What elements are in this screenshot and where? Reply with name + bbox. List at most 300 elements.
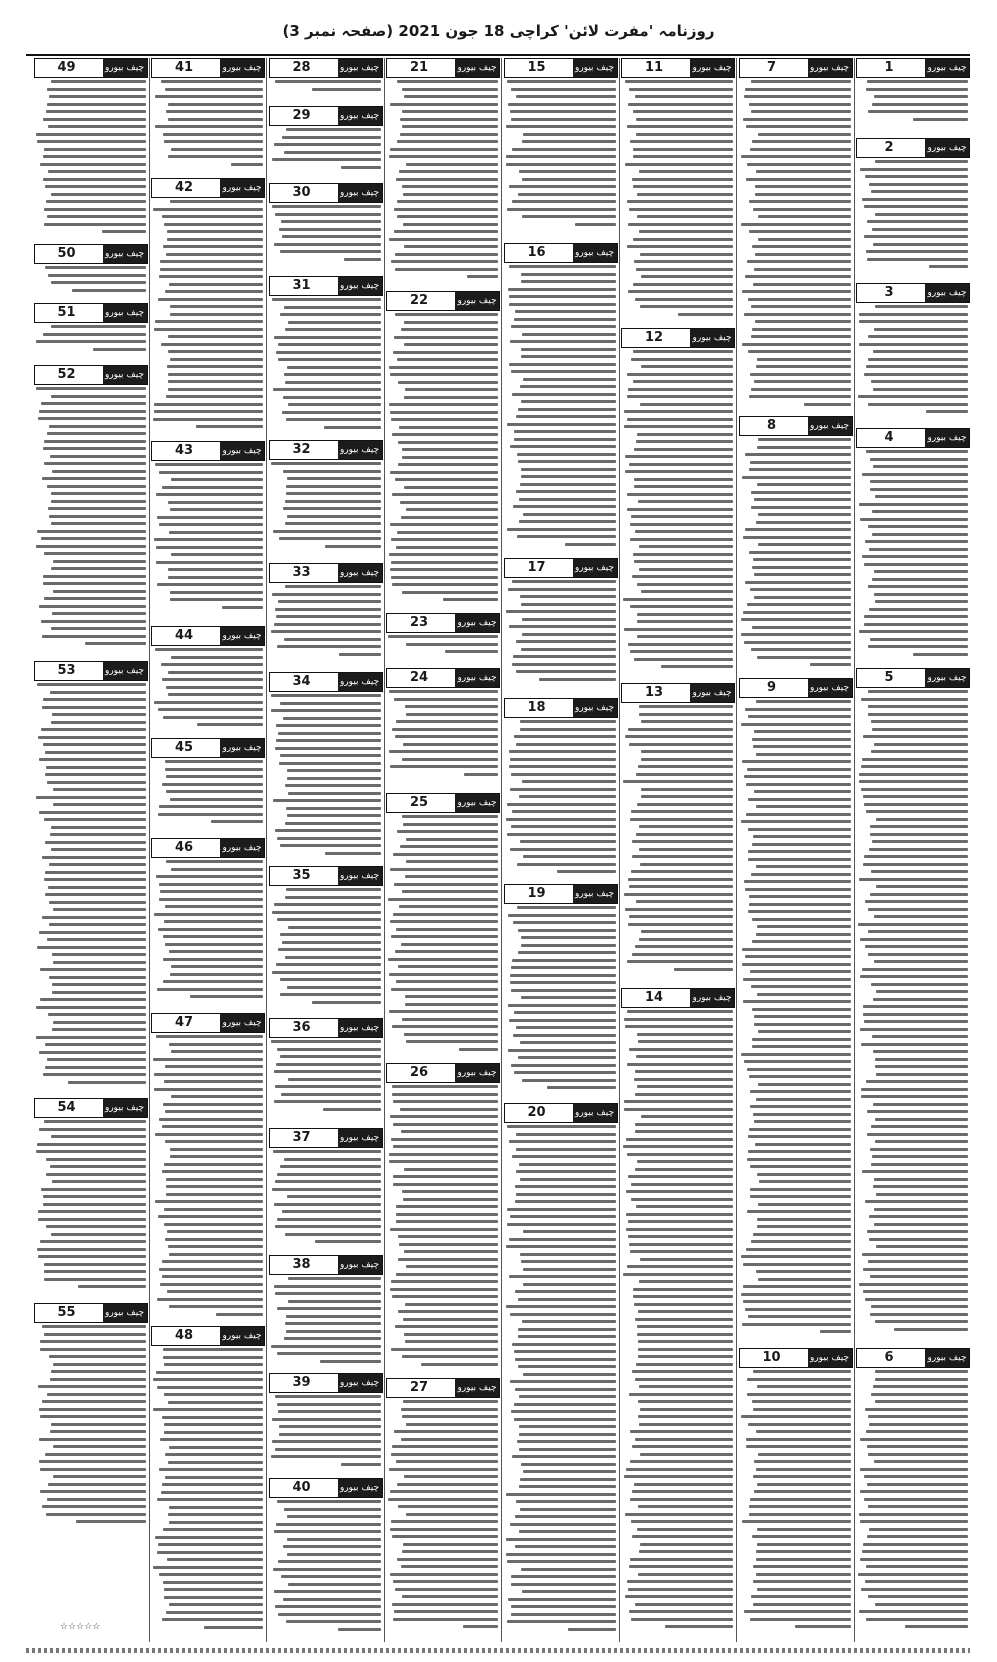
text-line <box>520 1041 615 1044</box>
text-line <box>868 585 968 588</box>
text-line <box>862 1550 968 1553</box>
news-item-header <box>856 58 970 78</box>
text-line <box>757 993 851 996</box>
text-line <box>746 813 851 816</box>
text-line <box>280 754 381 757</box>
text-line <box>396 720 498 723</box>
text-line <box>754 596 850 599</box>
text-line <box>401 1130 498 1133</box>
text-line <box>168 335 263 338</box>
text-line <box>391 935 498 938</box>
text-line <box>638 1573 733 1576</box>
text-line <box>52 713 146 716</box>
text-line <box>400 501 498 504</box>
news-item-number: 5 <box>884 670 894 685</box>
text-line <box>399 905 498 908</box>
text-line <box>637 1160 733 1163</box>
text-line <box>39 605 146 608</box>
text-line <box>515 1358 616 1361</box>
text-line <box>515 1185 616 1188</box>
text-line <box>628 728 733 731</box>
text-line <box>280 933 381 936</box>
text-line <box>271 630 380 633</box>
text-line <box>516 1170 616 1173</box>
text-line <box>905 1625 968 1628</box>
text-line <box>627 1265 733 1268</box>
text-line <box>758 215 850 218</box>
text-line <box>517 863 615 866</box>
text-line <box>403 823 498 826</box>
news-item-number: 39 <box>292 1375 311 1390</box>
text-line <box>745 528 850 531</box>
text-line <box>751 305 850 308</box>
text-line <box>874 95 968 98</box>
text-line <box>749 395 850 398</box>
text-line <box>510 445 616 448</box>
text-line <box>746 1445 851 1448</box>
text-line <box>665 1625 733 1628</box>
text-line <box>520 385 616 388</box>
news-item-header <box>856 1348 970 1368</box>
text-line <box>748 715 851 718</box>
text-line <box>278 1410 380 1413</box>
text-line <box>752 738 850 741</box>
text-line <box>758 1453 850 1456</box>
text-line <box>518 1298 615 1301</box>
text-line <box>325 545 381 548</box>
text-line <box>506 1553 616 1556</box>
text-line <box>507 528 616 531</box>
text-line <box>866 1565 968 1568</box>
news-item <box>269 866 383 1014</box>
bureau-label: چیف بیورو <box>925 429 969 447</box>
text-line <box>51 848 146 851</box>
text-line <box>638 1040 733 1043</box>
text-line <box>868 690 968 693</box>
text-line <box>170 200 263 203</box>
text-line <box>641 365 733 368</box>
text-line <box>634 260 733 263</box>
text-line <box>390 568 498 571</box>
text-line <box>275 1180 381 1183</box>
news-item <box>621 58 735 324</box>
text-line <box>164 1208 263 1211</box>
text-line <box>167 1558 263 1561</box>
text-line <box>153 1058 263 1061</box>
text-line <box>752 626 851 629</box>
text-line <box>756 1550 851 1553</box>
text-line <box>392 728 498 731</box>
text-line <box>742 1520 851 1523</box>
text-line <box>516 1500 616 1503</box>
text-line <box>509 265 615 268</box>
bureau-label: چیف بیورو <box>103 1099 147 1117</box>
text-line <box>392 1535 498 1538</box>
text-line <box>344 258 381 261</box>
text-line <box>757 1385 850 1388</box>
text-line <box>164 140 263 143</box>
text-line <box>40 1348 145 1351</box>
text-line <box>747 1378 850 1381</box>
text-line <box>859 878 968 881</box>
text-line <box>45 751 146 754</box>
text-line <box>858 395 968 398</box>
text-line <box>406 1040 498 1043</box>
text-line <box>513 505 616 508</box>
text-line <box>875 1118 968 1121</box>
text-line <box>625 908 733 911</box>
text-line <box>748 1150 851 1153</box>
text-line <box>742 290 850 293</box>
news-item-header <box>739 1348 853 1368</box>
text-line <box>156 875 263 878</box>
text-line <box>52 470 146 473</box>
text-line <box>629 1048 733 1051</box>
text-line <box>630 140 733 143</box>
bureau-label: چیف بیورو <box>338 59 382 77</box>
text-line <box>392 583 498 586</box>
news-item-header <box>386 1063 500 1083</box>
text-line <box>868 1595 968 1598</box>
text-line <box>744 1060 851 1063</box>
text-line <box>170 973 263 976</box>
text-line <box>513 921 615 924</box>
text-line <box>50 1378 145 1381</box>
text-line <box>756 865 850 868</box>
text-line <box>36 796 146 799</box>
text-line <box>511 1410 615 1413</box>
text-line <box>161 343 263 346</box>
text-line <box>388 958 498 961</box>
text-line <box>745 453 850 456</box>
news-item-header <box>151 441 265 461</box>
text-line <box>156 493 263 496</box>
text-line <box>46 1173 145 1176</box>
news-item-header <box>151 1326 265 1346</box>
text-line <box>510 1380 616 1383</box>
text-line <box>635 1123 733 1126</box>
text-line <box>511 1613 616 1616</box>
text-line <box>403 1543 498 1546</box>
text-line <box>745 88 851 91</box>
column-divider <box>384 58 385 1642</box>
text-line <box>871 1305 968 1308</box>
news-item-header <box>34 58 148 78</box>
text-line <box>287 1195 381 1198</box>
news-item-number: 30 <box>292 185 311 200</box>
text-line <box>162 1275 263 1278</box>
text-line <box>404 1168 498 1171</box>
text-line <box>872 103 968 106</box>
text-line <box>509 1238 616 1241</box>
text-line <box>625 80 733 83</box>
text-line <box>864 1020 968 1023</box>
text-line <box>759 1180 851 1183</box>
text-line <box>45 773 145 776</box>
text-line <box>391 418 498 421</box>
text-line <box>750 1188 851 1191</box>
text-line <box>635 530 733 533</box>
text-line <box>53 560 145 563</box>
text-line <box>869 1423 968 1426</box>
text-line <box>628 1235 733 1238</box>
text-line <box>459 1048 498 1051</box>
text-line <box>44 223 146 226</box>
text-line <box>741 820 850 823</box>
text-line <box>39 758 145 761</box>
text-line <box>273 388 380 391</box>
text-line <box>758 1083 851 1086</box>
text-line <box>516 1133 615 1136</box>
text-line <box>406 713 498 716</box>
text-line <box>402 1415 498 1418</box>
text-line <box>164 1223 263 1226</box>
text-line <box>165 905 263 908</box>
text-line <box>390 1228 498 1231</box>
text-line <box>165 1453 263 1456</box>
text-line <box>515 310 615 313</box>
text-line <box>401 1408 498 1411</box>
news-item <box>856 138 970 279</box>
text-line <box>78 1285 146 1288</box>
text-line <box>756 700 850 703</box>
text-line <box>863 795 968 798</box>
text-line <box>758 1030 851 1033</box>
text-line <box>565 543 615 546</box>
text-line <box>868 1453 968 1456</box>
text-line <box>40 1415 146 1418</box>
text-line <box>401 943 498 946</box>
text-line <box>514 430 616 433</box>
text-line <box>629 1243 733 1246</box>
text-line <box>272 971 381 974</box>
news-item-header <box>34 1303 148 1323</box>
news-item-header <box>739 678 853 698</box>
bureau-label: چیف بیورو <box>925 139 969 157</box>
text-line <box>523 1283 615 1286</box>
text-line <box>628 878 733 881</box>
text-line <box>508 103 616 106</box>
text-line <box>509 303 615 306</box>
text-line <box>36 1006 146 1009</box>
text-line <box>869 848 968 851</box>
text-line <box>511 1575 616 1578</box>
text-line <box>753 1475 851 1478</box>
text-line <box>50 1165 145 1168</box>
news-item-header <box>504 884 618 904</box>
text-line <box>639 170 733 173</box>
text-line <box>868 1505 968 1508</box>
text-line <box>509 625 616 628</box>
text-line <box>278 1560 381 1563</box>
text-line <box>758 513 851 516</box>
text-line <box>745 955 851 958</box>
text-line <box>275 80 381 83</box>
text-line <box>393 1145 498 1148</box>
text-line <box>754 730 851 733</box>
text-line <box>630 605 733 608</box>
text-line <box>53 1363 145 1366</box>
news-item-number: 9 <box>766 680 777 695</box>
text-line <box>873 465 968 468</box>
text-line <box>506 610 616 613</box>
text-line <box>637 215 733 218</box>
text-line <box>47 1393 146 1396</box>
text-line <box>756 933 851 936</box>
text-line <box>639 545 733 548</box>
news-item <box>386 613 500 664</box>
text-line <box>756 170 851 173</box>
text-line <box>748 798 851 801</box>
text-line <box>507 208 616 211</box>
text-line <box>400 845 498 848</box>
text-line <box>876 818 968 821</box>
bureau-label: چیف بیورو <box>925 669 969 687</box>
text-line <box>51 1233 145 1236</box>
news-column <box>504 58 618 1642</box>
text-line <box>743 1000 851 1003</box>
bureau-label: چیف بیورو <box>338 673 382 691</box>
news-item-header <box>151 626 265 646</box>
text-line <box>741 155 851 158</box>
text-line <box>875 1320 968 1323</box>
news-item-number: 10 <box>762 1350 781 1365</box>
bureau-label: چیف بیورو <box>573 559 617 577</box>
text-line <box>406 838 498 841</box>
bureau-label: چیف بیورو <box>103 59 147 77</box>
text-line <box>170 305 263 308</box>
text-line <box>41 728 145 731</box>
text-line <box>868 335 968 338</box>
text-line <box>162 783 263 786</box>
text-line <box>391 576 498 579</box>
bureau-label: چیف بیورو <box>690 329 734 347</box>
news-item-header <box>504 243 618 263</box>
text-line <box>390 920 498 923</box>
text-line <box>156 546 263 549</box>
text-line <box>510 1313 616 1316</box>
text-line <box>275 747 381 750</box>
text-line <box>37 1248 145 1251</box>
text-line <box>168 1401 263 1404</box>
text-line <box>286 492 380 495</box>
news-item <box>269 440 383 559</box>
text-line <box>277 1307 381 1310</box>
text-line <box>516 640 616 643</box>
text-line <box>170 1148 263 1151</box>
text-line <box>742 476 850 479</box>
column-divider <box>854 58 855 1642</box>
text-line <box>166 1178 263 1181</box>
news-item-header <box>386 668 500 688</box>
text-line <box>521 936 616 939</box>
text-line <box>756 1558 851 1561</box>
news-item <box>504 58 618 239</box>
bureau-label: چیف بیورو <box>220 442 264 460</box>
text-line <box>285 1322 381 1325</box>
text-line <box>742 963 851 966</box>
text-line <box>402 125 498 128</box>
text-line <box>624 1108 733 1111</box>
text-line <box>870 825 968 828</box>
text-line <box>630 538 733 541</box>
text-line <box>516 1148 616 1151</box>
text-line <box>861 1043 968 1046</box>
text-line <box>744 880 851 883</box>
text-line <box>405 995 498 998</box>
text-line <box>406 1513 498 1516</box>
news-item <box>386 58 500 287</box>
text-line <box>276 1523 381 1526</box>
text-line <box>37 683 146 686</box>
text-line <box>272 1418 381 1421</box>
news-item-number: 47 <box>174 1015 194 1030</box>
text-line <box>515 1290 615 1293</box>
text-line <box>744 1610 851 1613</box>
news-item-number: 2 <box>884 140 894 155</box>
text-line <box>389 1468 498 1471</box>
text-line <box>630 1498 733 1501</box>
text-line <box>523 855 615 858</box>
news-item <box>504 558 618 694</box>
text-line <box>467 275 498 278</box>
text-line <box>756 521 850 524</box>
news-item-number: 14 <box>644 990 664 1005</box>
text-line <box>275 1605 381 1608</box>
bureau-label: چیف بیورو <box>925 59 969 77</box>
text-line <box>37 140 146 143</box>
text-line <box>277 645 381 648</box>
text-line <box>288 403 380 406</box>
text-line <box>640 1408 733 1411</box>
text-line <box>46 110 145 113</box>
text-line <box>638 1355 733 1358</box>
text-line <box>44 1270 145 1273</box>
bureau-label: چیف بیورو <box>220 839 264 857</box>
text-line <box>522 140 616 143</box>
text-line <box>506 1245 616 1248</box>
text-line <box>43 743 146 746</box>
news-item <box>269 1478 383 1638</box>
text-line <box>168 671 263 674</box>
text-line <box>171 1050 263 1053</box>
text-line <box>162 215 263 218</box>
text-line <box>398 1235 498 1238</box>
text-line <box>748 910 851 913</box>
text-line <box>741 618 850 621</box>
text-line <box>169 1446 263 1449</box>
news-item-number: 40 <box>292 1480 311 1495</box>
text-line <box>859 1610 969 1613</box>
text-line <box>746 783 851 786</box>
text-line <box>282 235 381 238</box>
text-line <box>753 283 850 286</box>
text-line <box>397 830 498 833</box>
text-line <box>867 1110 968 1113</box>
text-line <box>400 133 498 136</box>
text-line <box>865 1408 968 1411</box>
text-line <box>634 1078 733 1081</box>
text-line <box>749 1075 851 1078</box>
news-item-number: 16 <box>527 245 546 260</box>
text-line <box>865 1298 969 1301</box>
bureau-label: چیف بیورو <box>808 1349 852 1367</box>
text-line <box>871 1163 968 1166</box>
text-line <box>870 480 968 483</box>
text-line <box>166 253 263 256</box>
text-line <box>405 875 498 878</box>
text-line <box>46 766 146 769</box>
